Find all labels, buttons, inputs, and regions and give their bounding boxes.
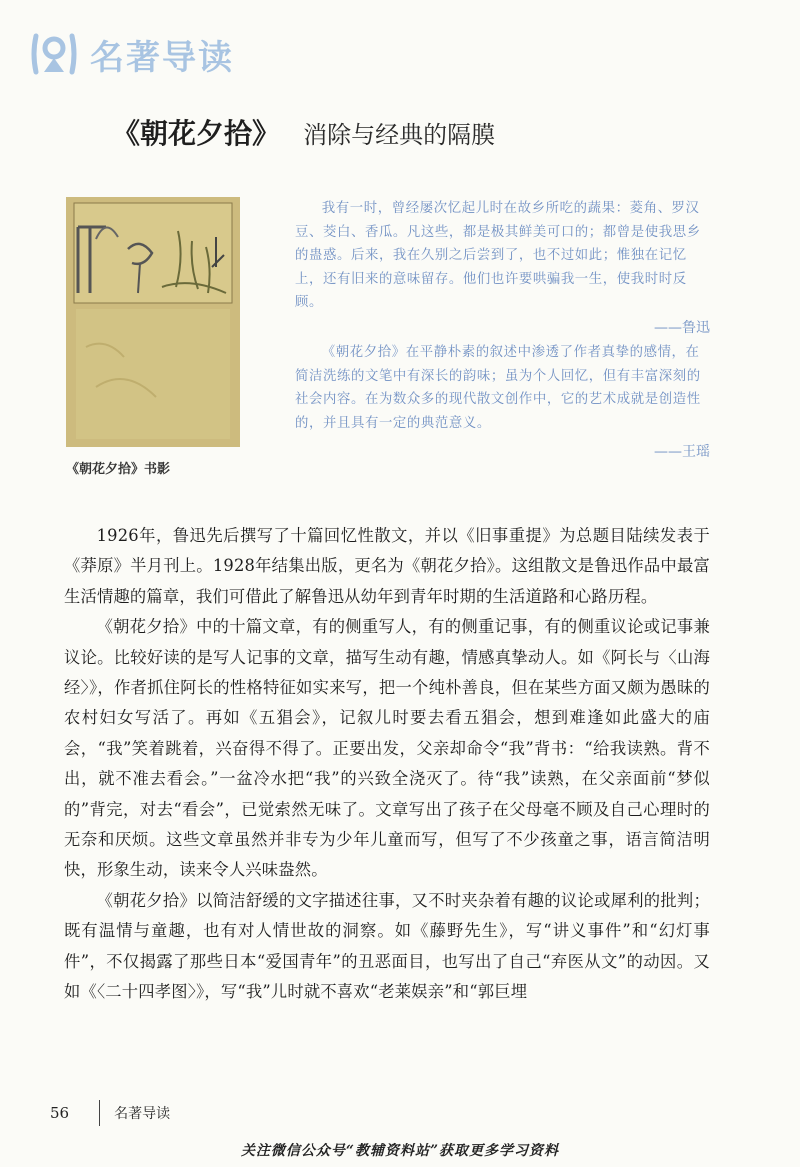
- footer-divider: [99, 1100, 100, 1126]
- watermark-text: 关注微信公众号“教辅资料站”获取更多学习资料: [240, 1143, 560, 1159]
- epigraph-quote: 我有一时，曾经屡次忆起儿时在故乡所吃的蔬果：菱角、罗汉豆、茭白、香瓜。凡这些，都是极其鲜美可口的；都曾是使我思乡的蛊惑。后来，我在久别之后尝到了，也不过如此；惟独在记忆上，还有旧来的意味留存。他们也许要哄骗我一生，使我时时反顾。: [295, 201, 701, 311]
- body-paragraph: 《朝花夕拾》以简洁舒缓的文字描述往事，又不时夹杂着有趣的议论或犀利的批判；既有温情与童趣，也有对人情世故的洞察。如《藤野先生》，写“讲义事件”和“幻灯事件”，不仅揭露了那些日本“爱国青年”的丑恶面目，也写出了自己“弃医从文”的动因。又如《〈二十四孝图〉》，写“我”儿时就不喜欢“老莱娱亲”和“郭巨埋: [64, 890, 710, 1002]
- article-title-sub: 消除与经典的隔膜: [303, 121, 496, 149]
- article-title-main: 《朝花夕拾》: [112, 117, 281, 150]
- book-cover-image: [66, 197, 240, 447]
- page-footer: [50, 1100, 170, 1126]
- body-paragraph: 《朝花夕拾》中的十篇文章，有的侧重写人，有的侧重记事，有的侧重议论或记事兼议论。比较好读的是写人记事的文章，描写生动有趣，情感真挚动人。如《阿长与〈山海经〉》，作者抓住阿长的性格特征如实来写，把一个纯朴善良，但在某些方面又颇为愚昧的农村妇女写活了。再如《五猖会》，记叙儿时要去看五猖会，想到难逢如此盛大的庙会，“我”笑着跳着，兴奋得不得了。正要出发，父亲却命令“我”背书：“给我读熟。背不出，就不准去看会。”一盆冷水把“我”的兴致全浇灭了。待“我”读熟，在父亲面前“梦似的”背完，对去“看会”，已觉索然无味了。文章写出了孩子在父母毫不顾及自己心理时的无奈和厌烦。这些文章虽然并非专为少年儿童而写，但写了不少孩童之事，语言简洁明快，形象生动，读来令人兴味盎然。: [64, 617, 710, 880]
- cover-illustration: [66, 197, 240, 447]
- page-number: 56: [50, 1104, 70, 1122]
- section-title: 名著导读: [90, 37, 234, 78]
- epigraph-block: [295, 197, 710, 465]
- epigraph-author: ——王瑶: [654, 444, 710, 461]
- body-text: [64, 521, 710, 1008]
- footer-label: 名著导读: [114, 1106, 171, 1122]
- article-title: [112, 112, 495, 152]
- section-header: [28, 26, 234, 82]
- epigraph-quote: 《朝花夕拾》在平静朴素的叙述中渗透了作者真挚的感情，在简洁洗练的文笔中有深长的韵味；虽为个人回忆，但有丰富深刻的社会内容。在为数众多的现代散文创作中，它的艺术成就是创造性的，并且具有一定的典范意义。: [295, 344, 701, 431]
- cover-caption: 《朝花夕拾》书影: [66, 462, 171, 477]
- body-paragraph: 1926年，鲁迅先后撰写了十篇回忆性散文，并以《旧事重提》为总题目陆续发表于《莽原》半月刊上。1928年结集出版，更名为《朝花夕拾》。这组散文是鲁迅作品中最富生活情趣的篇章，我们可借此了解鲁迅从幼年到青年时期的生活道路和心路历程。: [64, 526, 710, 606]
- epigraph-author: ——鲁迅: [654, 319, 710, 336]
- book-badge-icon: [28, 28, 80, 80]
